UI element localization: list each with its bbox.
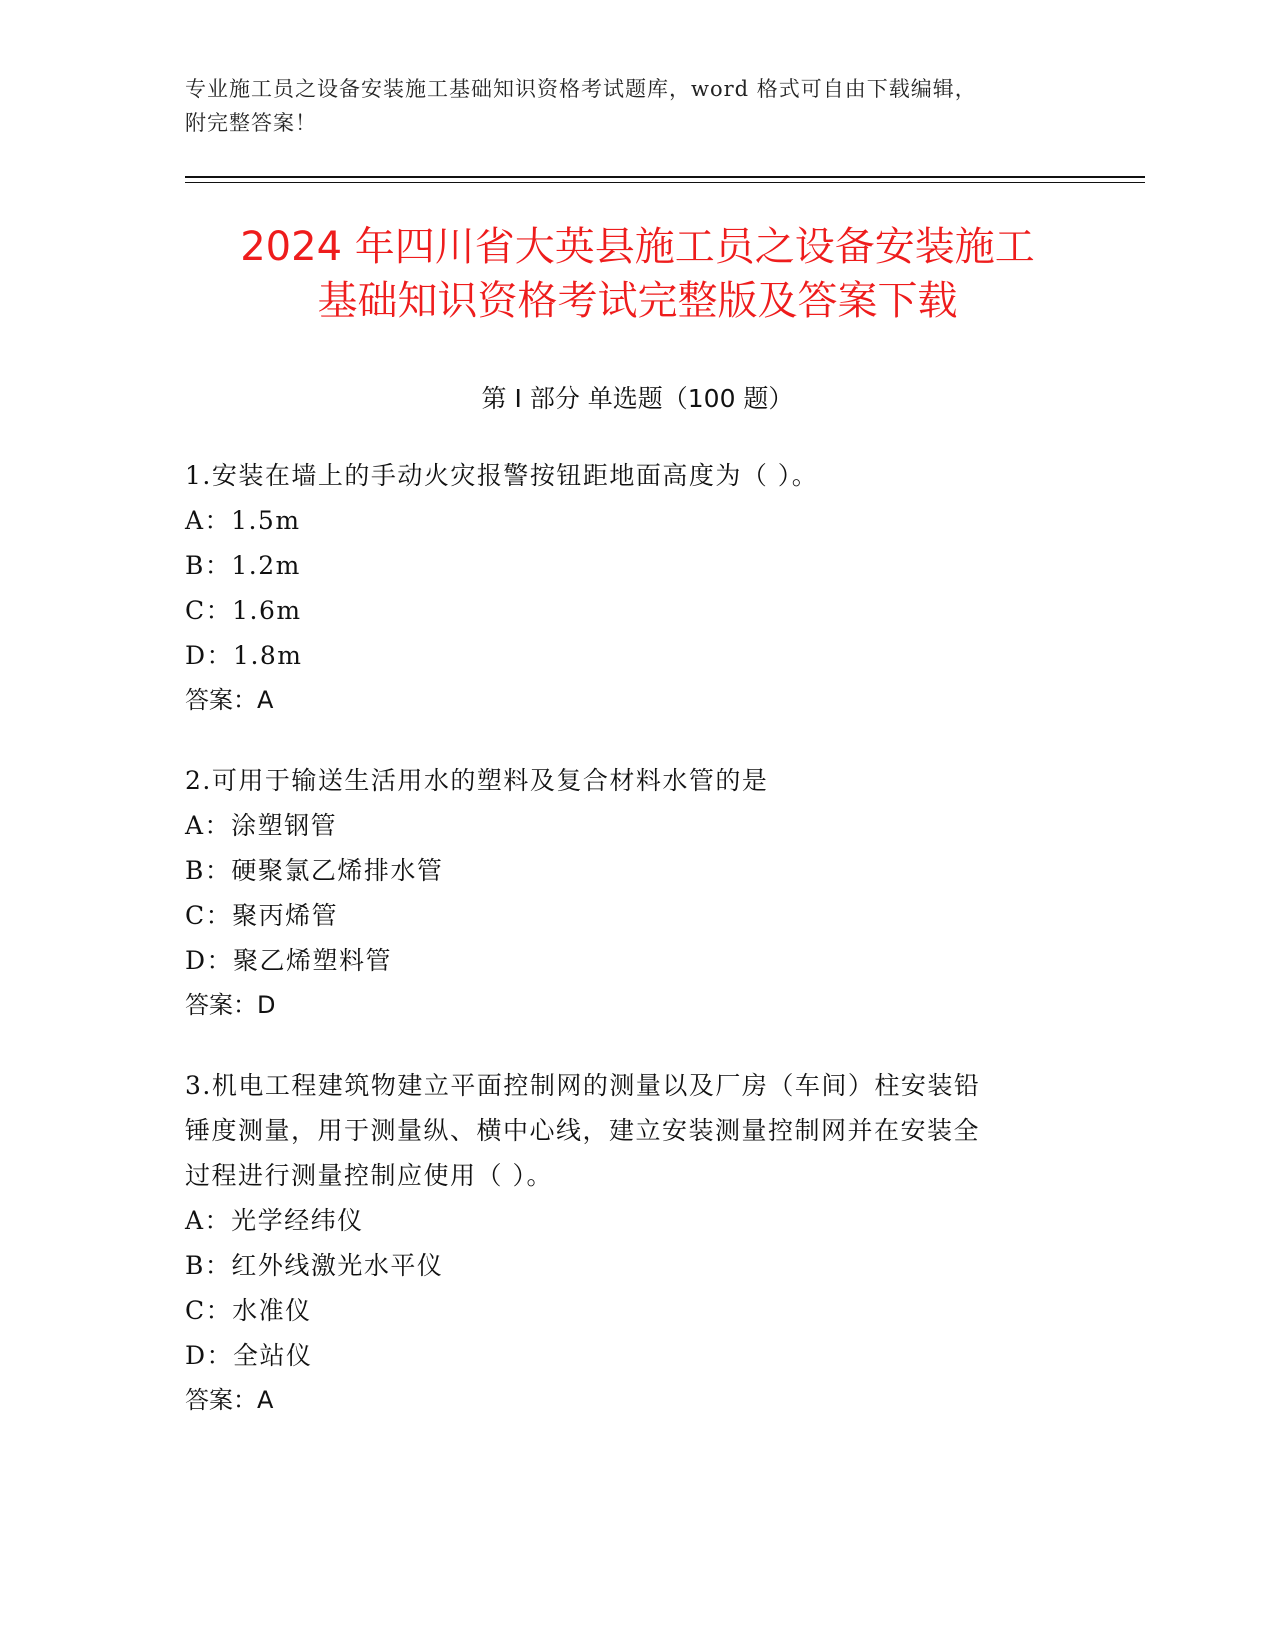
question-2 [185, 758, 1085, 1028]
option-text: 硬聚氯乙烯排水管 [231, 856, 444, 885]
option-key: C： [185, 1296, 233, 1325]
question-stem: 2.可用于输送生活用水的塑料及复合材料水管的是 [185, 766, 769, 795]
document-title [135, 220, 1140, 328]
option-d [185, 1333, 1085, 1378]
question-1 [185, 453, 1085, 723]
option-text: 1.5m [231, 506, 301, 535]
option-key: A： [185, 1206, 232, 1235]
option-key: C： [185, 596, 233, 625]
option-text: 光学经纬仪 [231, 1206, 364, 1235]
option-text: 1.2m [231, 551, 301, 580]
answer-line: 答案：A [185, 686, 274, 714]
answer-line: 答案：D [185, 991, 276, 1019]
option-c [185, 893, 1085, 938]
option-key: D： [185, 641, 234, 670]
option-key: B： [185, 856, 232, 885]
option-text: 1.6m [232, 596, 302, 625]
question-stem-line-2: 锤度测量，用于测量纵、横中心线，建立安装测量控制网并在安装全 [185, 1116, 981, 1145]
header-note [185, 72, 1085, 140]
option-key: A： [185, 506, 232, 535]
question-3 [185, 1063, 1085, 1423]
option-key: B： [185, 1251, 232, 1280]
option-b [185, 1243, 1085, 1288]
option-d [185, 633, 1085, 678]
option-key: D： [185, 1341, 234, 1370]
option-d [185, 938, 1085, 983]
header-note-line-1: 专业施工员之设备安装施工基础知识资格考试题库，word 格式可自由下载编辑， [185, 77, 977, 101]
option-c [185, 588, 1085, 633]
option-key: D： [185, 946, 234, 975]
option-text: 全站仪 [233, 1341, 313, 1370]
document-title-line-1: 2024 年四川省大英县施工员之设备安装施工 [240, 224, 1035, 270]
option-key: C： [185, 901, 233, 930]
question-stem-line-3: 过程进行测量控制应使用（ ）。 [185, 1161, 553, 1190]
option-c [185, 1288, 1085, 1333]
option-b [185, 848, 1085, 893]
option-text: 红外线激光水平仪 [231, 1251, 444, 1280]
header-divider-thick [185, 176, 1145, 178]
question-stem: 1.安装在墙上的手动火灾报警按钮距地面高度为（ ）。 [185, 461, 819, 490]
option-text: 1.8m [233, 641, 303, 670]
option-text: 聚丙烯管 [232, 901, 339, 930]
section-heading: 第 I 部分 单选题（100 题） [481, 384, 794, 413]
document-title-line-2: 基础知识资格考试完整版及答案下载 [317, 278, 958, 324]
header-divider-thin [185, 182, 1145, 183]
option-text: 水准仪 [232, 1296, 312, 1325]
option-b [185, 543, 1085, 588]
option-a [185, 1198, 1085, 1243]
option-text: 涂塑钢管 [231, 811, 338, 840]
option-text: 聚乙烯塑料管 [233, 946, 393, 975]
option-a [185, 498, 1085, 543]
question-stem-line-1: 3.机电工程建筑物建立平面控制网的测量以及厂房（车间）柱安装铅 [185, 1071, 981, 1100]
answer-line: 答案：A [185, 1386, 274, 1414]
option-key: A： [185, 811, 232, 840]
option-key: B： [185, 551, 232, 580]
header-note-line-2: 附完整答案！ [185, 111, 317, 135]
option-a [185, 803, 1085, 848]
